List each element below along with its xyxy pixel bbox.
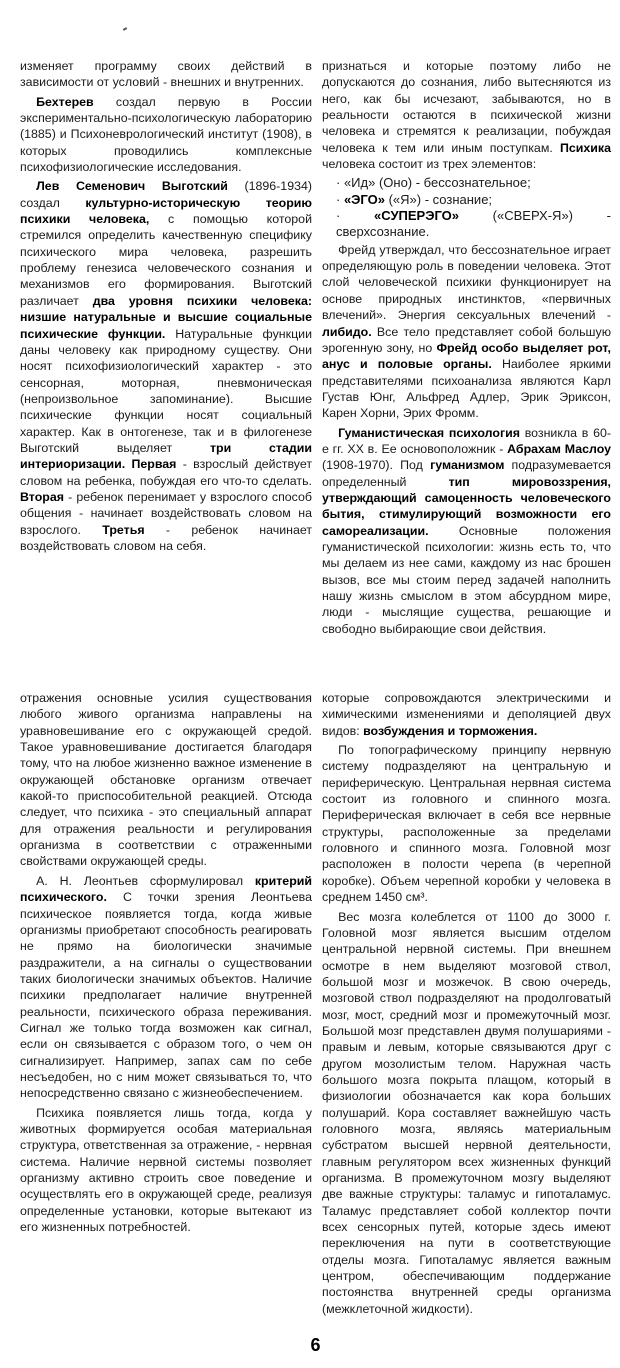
paragraph xyxy=(20,873,312,1102)
bold-term: критерий психического. xyxy=(20,873,312,905)
text-run: (1896-1934) создал xyxy=(20,179,312,210)
text-run: Основные положения гуманистической психологии: жизнь есть то, что мы делаем из нее сами, каждому из нас брошен вызов, все мы стоим перед задачей наполнить нашу жизнь смыслом в этом абсурдном мире, люди - мыслящие существа, решающие и свободно выбирающие свои действия. xyxy=(322,523,611,636)
column-bottom-left xyxy=(20,690,312,1238)
bold-term: либидо. xyxy=(322,324,372,339)
bold-term: культурно-историческую теорию психики человека, xyxy=(20,195,312,227)
text-run: А. Н. Леонтьев сформулировал xyxy=(36,873,255,888)
text-run: признаться и которые поэтому либо не допускаются до сознания, либо вытесняются из него, как бы исчезают, забываются, но в реальности остаются в психической жизни человека и стремятся к реализации, побуждая человека к тем или иным поступкам. xyxy=(322,59,611,155)
text-run: Фрейд утверждал, что бессознательное играет определяющую роль в поведении человека. Этот слой человеческой психики функционирует на основе природных инстинктов, «первичных влечений». Энергия сексуальных влечений - xyxy=(322,242,611,323)
paragraph xyxy=(322,425,611,637)
text-run: - ребенок начинает воздействовать словом на себя. xyxy=(20,522,313,553)
bold-term: «СУПЕРЭГО» xyxy=(374,208,460,224)
text-run: изменяет программу своих действий в зависимости от условий - внешних и внутренних. xyxy=(20,59,312,90)
paragraph xyxy=(20,178,312,554)
paragraph xyxy=(20,690,312,870)
text-run: отражения основные усилия существования любого живого организма направлены на уравновешивание его с окружающей средой. Такое уравновешивание достигается благодаря тому, что на любое жизненно важное изменение в окружающей обстановке организм отвечает какой-то приспособительной реакцией. Отсюда следует, что психика - это специальный аппарат для отражения реальности и регулирования организма в соответствии с отраженными свойствами окружающей среды. xyxy=(20,691,312,869)
paragraph xyxy=(20,94,312,176)
paragraph xyxy=(322,58,611,172)
text-run: («Я») - сознание; xyxy=(384,191,493,207)
page-number: 6 xyxy=(310,1335,321,1356)
text-run: которые сопровождаются электрическими и химическими изменениями и деполяцией двух видов: xyxy=(322,691,611,738)
paragraph xyxy=(322,690,611,739)
paragraph xyxy=(20,58,312,91)
paragraph xyxy=(20,1105,312,1236)
column-top-left xyxy=(20,58,312,557)
bold-term: Абрахам Маслоу xyxy=(507,441,611,456)
text-run: Натуральные функции даны человеку как природному существу. Они носят психофизиологический характер - это сенсорная, моторная, пневмоническая (непроизвольное запоминание). Высшие психические функции носят социальный характер. Как в онтогенезе, так и в филогенезе Выготский выделяет xyxy=(20,326,313,455)
text-run: С точки зрения Леонтьева психическое появляется тогда, когда живые организмы приобретают способность реагировать не прямо на биологически значимые раздражители, а на сигналы о существовании таких биологически значимых объектов. Наличие психики предполагает наличие внутренней реальности, психического образа переживания. Сигнал же только тогда возможен как сигнал, если он связывается с образом того, о чем он сигнализирует. Например, запах сам по себе несъедобен, но с ним может связываться то, что непосредственно связано с жизнеобеспечением. xyxy=(20,890,312,1101)
bold-term: три стадии интериоризации. Первая xyxy=(20,440,312,472)
bold-term: Лев Семенович Выготский xyxy=(36,179,228,194)
bold-term: возбуждения и торможения. xyxy=(363,723,538,738)
bullet-list xyxy=(322,175,611,240)
text-run: Вес мозга колеблется от 1100 до 3000 г. Головной мозг является высшим отделом центральной нервной системы. При внешнем осмотре в нем выделяют мозговой ствол, большой мозг и мозжечок. В свою очередь, мозговой ствол подразделяют на продолговатый мозг, мост, средний мозг и промежуточный мозг. Большой мозг представлен двумя полушариями - правым и левым, которые связываются друг с другом мозолистым телом. Наружная часть большого мозга покрыта плащом, который в физиологии обозначается как кора больших полушарий. Кора составляет важнейшую часть головного мозга, являясь материальным субстратом высшей нервной деятельности, главным регулятором всех жизненных функций организма. В промежуточном мозгу выделяют две важные структуры: таламус и гипоталамус. Таламус представляет собой коллектор почти всех сенсорных путей, которые здесь имеют переключения на пути в соответствующие отделы мозга. Гипоталамус является важным центром, обеспечивающим поддержание постоянства внутренней среды организма (межклеточной жидкости). xyxy=(322,909,611,1316)
bold-term: Фрейд особо выделяет рот, анус и половые органы. xyxy=(322,340,611,372)
paragraph xyxy=(322,909,611,1318)
top-section xyxy=(20,58,611,640)
text-run: с помощью которой стремился определить качественную специфику психического мира человека, разрешить проблему генезиса человеческого сознания и механизмов его формирования. Выготский различает xyxy=(20,212,312,308)
bottom-section xyxy=(20,690,611,1320)
column-top-right xyxy=(322,58,611,640)
bold-term: Третья xyxy=(102,522,145,537)
text-run: «Ид» (Оно) - бессознательное; xyxy=(343,175,531,191)
bold-term: Бехтерев xyxy=(36,94,94,109)
text-run: подразумевается определенный xyxy=(322,458,612,489)
column-bottom-right xyxy=(322,690,611,1320)
bold-term: два уровня психики человека: низшие натуральные и высшие социальные психические функции. xyxy=(20,293,312,341)
text-run: человека состоит из трех элементов: xyxy=(322,157,537,172)
bold-term: Психика xyxy=(559,140,611,155)
text-run: Наиболее яркими представителями психоанализа являются Карл Густав Юнг, Альфред Адлер, Эрик Эриксон, Карен Хорни, Эрих Фромм. xyxy=(322,357,611,421)
list-item xyxy=(336,208,611,241)
text-run: Психика появляется лишь тогда, когда у животных формируется особая материальная структура, ответственная за отражение, - нервная система. Наличие нервной системы позволяет организму активно строить свое поведение и осуществлять его в окружающей среде, реализуя определенные установки, которые вытекают из его жизненных потребностей. xyxy=(20,1105,312,1235)
text-run: - ребенок перенимает у взрослого способ общения - начинает воздействовать словом на взрослого. xyxy=(20,489,312,537)
bold-term: гуманизмом xyxy=(430,458,505,473)
text-run: - взрослый действует словом на ребенка, побуждая его что-то сделать. xyxy=(20,457,312,488)
bold-term: «ЭГО» xyxy=(343,191,385,207)
list-item xyxy=(336,175,611,191)
list-item xyxy=(336,192,611,208)
text-run: («СВЕРХ-Я») - сверхсознание. xyxy=(336,208,611,240)
text-run: По топографическому принципу нервную систему подразделяют на центральную и периферическую. Центральная нервная система состоит из головного и спинного мозга. Периферическая включает в себя все нервные структуры, расположенные за пределами головного и спинного мозга. Головной мозг расположен в полости черепа (в черепной коробке). Объем черепной коробки у человека в среднем 1450 см³. xyxy=(322,743,611,905)
text-run: создал первую в России экспериментально-психологическую лабораторию (1885) и Психоневрологический институт (1908), в которых проводились комплексные психофизиологические исследования. xyxy=(20,94,312,175)
paragraph xyxy=(322,242,611,422)
bold-term: Гуманистическая психология xyxy=(338,425,520,440)
bold-term: тип мировоззрения, утверждающий самоценность человеческого бытия, стимулирующий возможности его самореализации. xyxy=(322,474,611,538)
text-run: Все тело представляет собой большую эрогенную зону, но xyxy=(322,324,611,355)
text-run: возникла в 60-е гг. XX в. Ее основоположник - xyxy=(322,425,612,456)
paragraph xyxy=(322,742,611,905)
text-run: (1908-1970). Под xyxy=(322,458,431,473)
bold-term: Вторая xyxy=(20,489,64,504)
